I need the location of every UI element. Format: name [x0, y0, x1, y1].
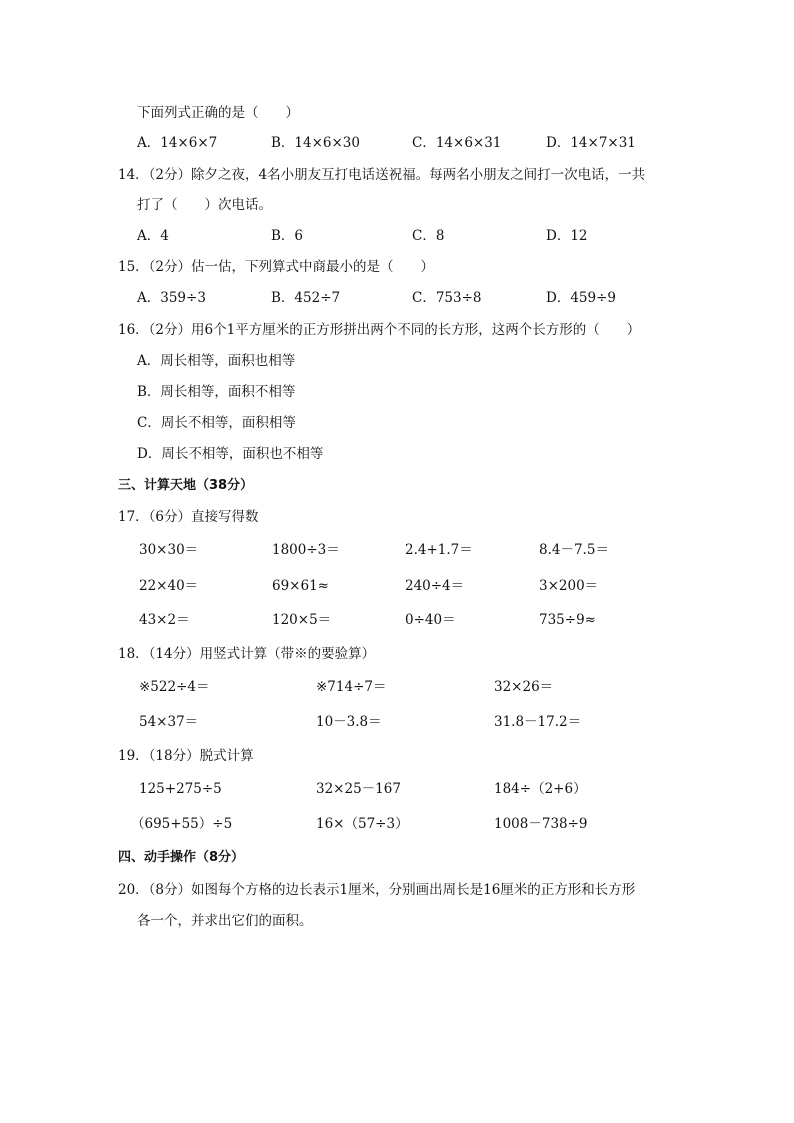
section-4-heading: 四、动手操作（8分） [118, 850, 245, 865]
q17-item: 69×61≈ [272, 578, 329, 594]
q17-item: 120×5＝ [272, 612, 332, 628]
q13-stem: 下面列式正确的是（ ） [137, 105, 299, 121]
q18-item: 54×37＝ [139, 714, 199, 730]
q17-item: 22×40＝ [139, 578, 199, 594]
q17-item: 240÷4＝ [405, 578, 465, 594]
q20-stem-line2: 各一个，并求出它们的面积。 [137, 913, 313, 929]
q19-item: （695+55）÷5 [131, 816, 233, 832]
q17-item: 2.4+1.7＝ [405, 542, 473, 558]
q14-option-b: B．6 [271, 228, 304, 244]
q17-item: 1800÷3＝ [272, 542, 340, 558]
q14-option-a: A．4 [137, 228, 169, 244]
q19-item: 32×25－167 [316, 781, 401, 797]
q18-item: 32×26＝ [494, 679, 554, 695]
q17-item: 8.4－7.5＝ [539, 542, 609, 558]
q15-option-b: B．452÷7 [271, 290, 341, 306]
q17-item: 735÷9≈ [539, 612, 596, 628]
q16-option-b: B．周长相等，面积不相等 [137, 384, 296, 400]
q18-item: ※522÷4＝ [139, 679, 210, 695]
q13-option-d: D．14×7×31 [546, 135, 636, 151]
q19-item: 1008－738÷9 [494, 816, 588, 832]
q15-option-d: D．459÷9 [546, 290, 616, 306]
q18-item: 31.8－17.2＝ [494, 714, 582, 730]
q19-stem: 19．（18分）脱式计算 [118, 748, 254, 764]
q19-item: 184÷（2+6） [494, 781, 587, 797]
q16-option-a: A．周长相等，面积也相等 [137, 353, 296, 369]
q16-option-c: C．周长不相等，面积相等 [137, 415, 296, 431]
q18-stem: 18．（14分）用竖式计算（带※的要验算） [118, 646, 376, 662]
q15-option-a: A．359÷3 [137, 290, 206, 306]
q14-option-c: C．8 [412, 228, 445, 244]
q17-item: 43×2＝ [139, 612, 190, 628]
q14-option-d: D．12 [546, 228, 588, 244]
q16-option-d: D．周长不相等，面积也不相等 [137, 446, 324, 462]
q14-stem-line1: 14．（2分）除夕之夜，4名小朋友互打电话送祝福。每两名小朋友之间打一次电话，一共 [118, 167, 646, 183]
section-3-heading: 三、计算天地（38分） [118, 478, 254, 493]
q13-option-a: A．14×6×7 [137, 135, 218, 151]
q17-item: 30×30＝ [139, 542, 199, 558]
q20-stem-line1: 20．（8分）如图每个方格的边长表示1厘米，分别画出周长是16厘米的正方形和长方形 [118, 882, 636, 898]
q18-item: 10－3.8＝ [316, 714, 382, 730]
q18-item: ※714÷7＝ [316, 679, 387, 695]
q15-stem: 15．（2分）估一估，下列算式中商最小的是（ ） [118, 259, 435, 275]
q17-item: 3×200＝ [539, 578, 599, 594]
q13-option-b: B．14×6×30 [271, 135, 360, 151]
q16-stem: 16．（2分）用6个1平方厘米的正方形拼出两个不同的长方形，这两个长方形的（ ） [118, 322, 641, 338]
q15-option-c: C．753÷8 [412, 290, 482, 306]
q14-stem-line2: 打了（ ）次电话。 [137, 197, 272, 213]
q13-option-c: C．14×6×31 [412, 135, 502, 151]
q19-item: 16×（57÷3） [316, 816, 409, 832]
q19-item: 125+275÷5 [139, 781, 222, 797]
q17-stem: 17．（6分）直接写得数 [118, 509, 259, 525]
q17-item: 0÷40＝ [405, 612, 456, 628]
